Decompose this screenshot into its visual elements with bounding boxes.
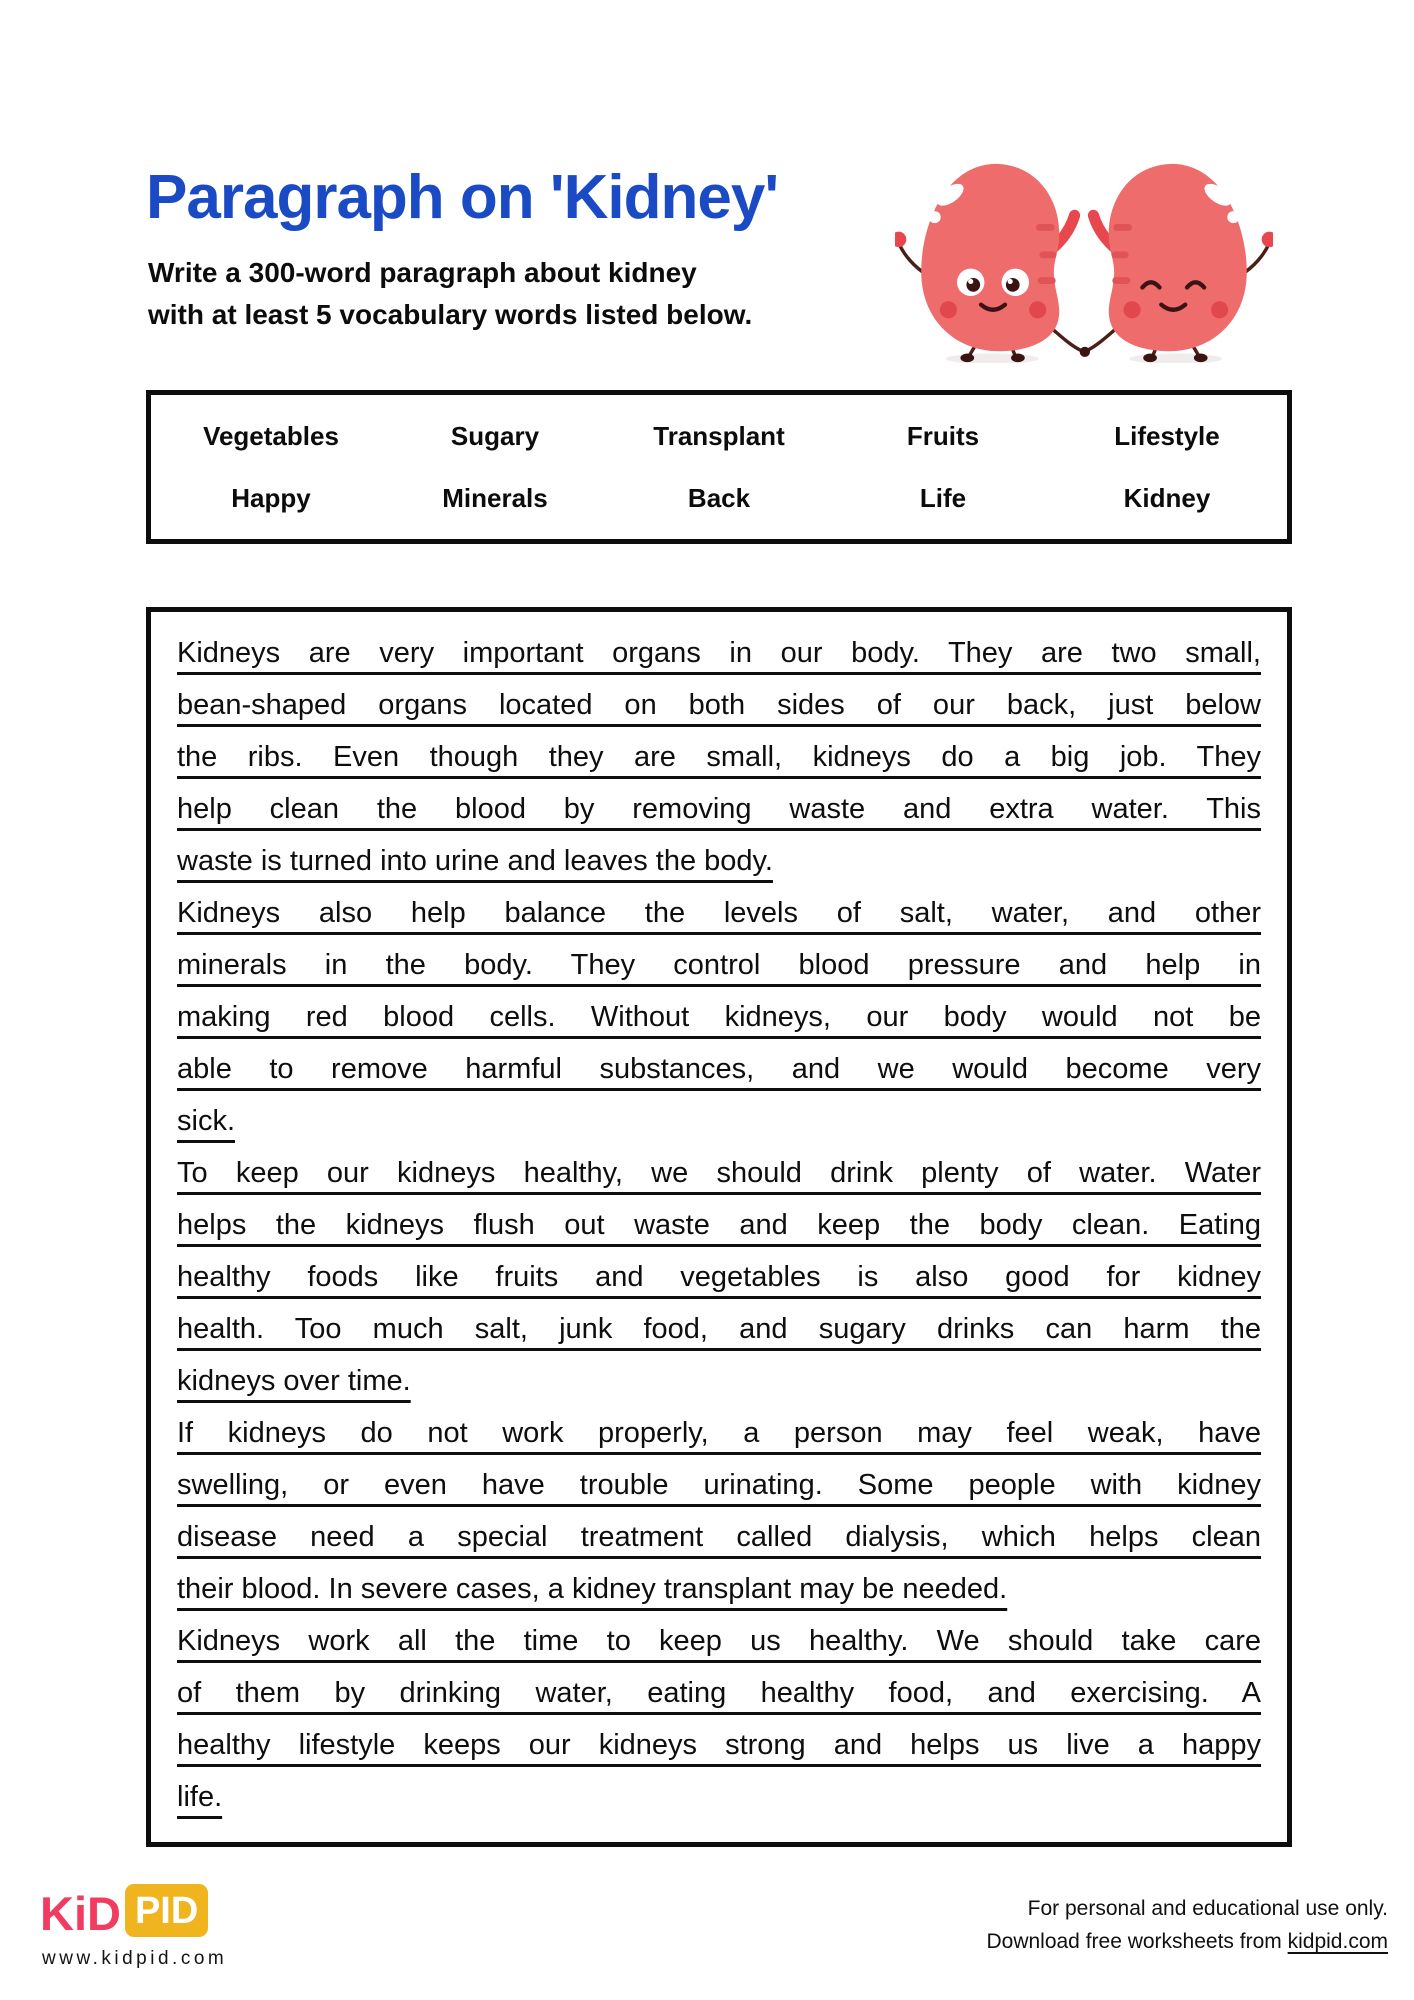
essay-box — [146, 607, 1292, 1847]
kidpid-logo-pid: PID — [125, 1884, 208, 1937]
footer-note-line-2-text: Download free worksheets from — [986, 1930, 1288, 1953]
essay-line: helps the kidneys flush out waste and keep the body clean. Eating — [177, 1209, 1261, 1241]
footer-note-line-2 — [986, 1925, 1388, 1958]
essay-line: Kidneys are very important organs in our body. They are two small, — [177, 637, 1261, 669]
essay-line: To keep our kidneys healthy, we should drink plenty of water. Water — [177, 1157, 1261, 1189]
essay-line: healthy foods like fruits and vegetables is also good for kidney — [177, 1261, 1261, 1293]
right-kidney — [1080, 164, 1273, 362]
vocab-word: Sugary — [450, 420, 540, 451]
essay-paragraph-3 — [177, 1147, 1261, 1407]
kidpid-link[interactable]: kidpid.com — [1287, 1930, 1388, 1953]
essay-line: making red blood cells. Without kidneys, our body would not be — [177, 1001, 1261, 1033]
essay-paragraph-2 — [177, 887, 1261, 1147]
left-kidney — [895, 164, 1082, 362]
vocab-word: Life — [919, 482, 967, 513]
essay-line: swelling, or even have trouble urinating. Some people with kidney — [177, 1469, 1261, 1501]
essay-line: able to remove harmful substances, and we would become very — [177, 1053, 1261, 1085]
essay-line: sick. — [177, 1105, 235, 1137]
essay-line: Kidneys also help balance the levels of salt, water, and other — [177, 897, 1261, 929]
vocab-word: Lifestyle — [1114, 420, 1220, 451]
vocab-word: Vegetables — [203, 420, 339, 451]
kidpid-logo — [40, 1884, 208, 1940]
essay-line: their blood. In severe cases, a kidney transplant may be needed. — [177, 1573, 1008, 1605]
page-title: Paragraph on 'Kidney' — [146, 163, 779, 232]
essay-line: kidneys over time. — [177, 1365, 411, 1397]
vocab-word: Minerals — [442, 482, 548, 513]
kidpid-website: www.kidpid.com — [42, 1948, 228, 1969]
essay-line: health. Too much salt, junk food, and sugary drinks can harm the — [177, 1313, 1261, 1345]
essay-line: Kidneys work all the time to keep us healthy. We should take care — [177, 1625, 1261, 1657]
essay-line: disease need a special treatment called dialysis, which helps clean — [177, 1521, 1261, 1553]
essay-line: waste is turned into urine and leaves the body. — [177, 845, 773, 877]
essay-paragraph-4 — [177, 1407, 1261, 1615]
subtitle-line-1: Write a 300-word paragraph about kidney — [148, 257, 697, 288]
essay-paragraph-5 — [177, 1615, 1261, 1823]
kidney-characters-illustration — [895, 145, 1273, 363]
vocabulary-box — [146, 390, 1292, 544]
vocab-word: Transplant — [653, 420, 785, 451]
vocab-word: Fruits — [906, 420, 980, 451]
subtitle-line-2: with at least 5 vocabulary words listed below. — [148, 299, 753, 330]
vocab-word: Back — [687, 482, 751, 513]
footer-note-line-1: For personal and educational use only. — [1027, 1897, 1388, 1920]
page-subtitle — [148, 252, 752, 336]
essay-line: of them by drinking water, eating healthy food, and exercising. A — [177, 1677, 1261, 1709]
essay-line: life. — [177, 1781, 223, 1813]
essay-line: bean-shaped organs located on both sides of our back, just below — [177, 689, 1261, 721]
kidpid-logo-kid: KiD — [40, 1887, 121, 1940]
essay-paragraph-1 — [177, 627, 1261, 887]
essay-line: healthy lifestyle keeps our kidneys strong and helps us live a happy — [177, 1729, 1261, 1761]
essay-line: minerals in the body. They control blood pressure and help in — [177, 949, 1261, 981]
footer-note — [986, 1892, 1388, 1958]
vocab-word: Happy — [231, 482, 311, 513]
vocab-word: Kidney — [1123, 482, 1211, 513]
essay-line: If kidneys do not work properly, a person may feel weak, have — [177, 1417, 1261, 1449]
essay-line: help clean the blood by removing waste and extra water. This — [177, 793, 1261, 825]
essay-line: the ribs. Even though they are small, kidneys do a big job. They — [177, 741, 1261, 773]
